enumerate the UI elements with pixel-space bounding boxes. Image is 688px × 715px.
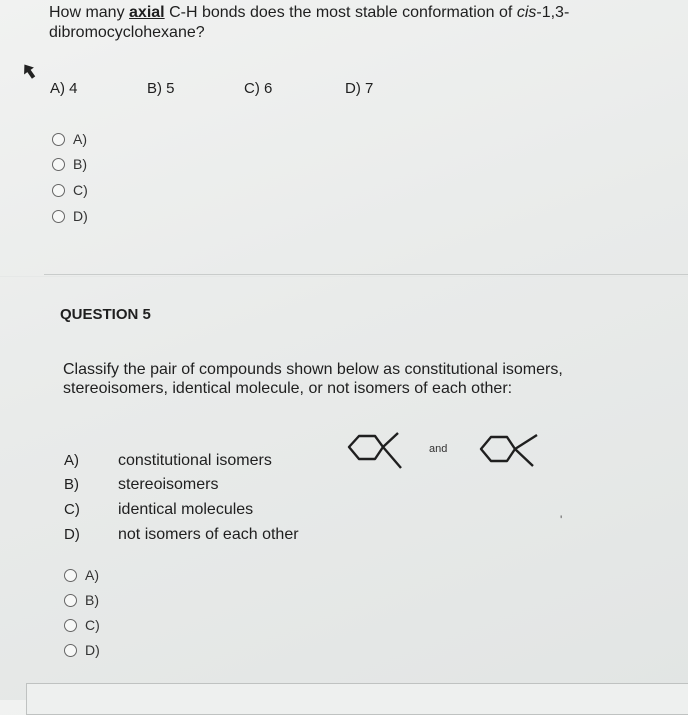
question-divider-shadow <box>0 276 688 277</box>
radio-circle[interactable] <box>52 133 65 146</box>
stray-mark: ' <box>560 513 563 527</box>
q5-option-a-text: constitutional isomers <box>118 452 272 469</box>
q5-option-d-text: not isomers of each other <box>118 526 299 543</box>
question-5-title: QUESTION 5 <box>60 306 151 323</box>
q4-choice-d: D) 7 <box>345 80 374 97</box>
radio-circle[interactable] <box>52 210 65 223</box>
q5-option-c-letter: C) <box>64 501 80 518</box>
q5-radio-d[interactable]: D) <box>64 642 100 658</box>
question-4-text: How many axial C-H bonds does the most stable conformation of cis-1,3-dibromocyclohexane? <box>49 4 570 41</box>
q4-radio-c[interactable]: C) <box>52 182 88 198</box>
q5-option-b-letter: B) <box>64 476 79 493</box>
radio-circle[interactable] <box>64 619 77 632</box>
question-divider <box>44 274 688 275</box>
q5-option-a-letter: A) <box>64 452 79 469</box>
q5-radio-c[interactable]: C) <box>64 617 100 633</box>
q4-radio-b[interactable]: B) <box>52 156 87 172</box>
mouse-cursor-icon <box>22 62 36 80</box>
radio-circle[interactable] <box>64 569 77 582</box>
next-question-container <box>26 683 688 715</box>
q4-radio-a[interactable]: A) <box>52 131 87 147</box>
molecule-1-drawing <box>343 424 411 474</box>
q5-option-b-text: stereoisomers <box>118 476 219 493</box>
radio-circle[interactable] <box>52 184 65 197</box>
molecule-2-drawing <box>475 424 545 474</box>
question-5-prompt: Classify the pair of compounds shown below as constitutional isomers, stereoisomers, identical molecule, or not isomers of each other: <box>63 361 563 397</box>
radio-circle[interactable] <box>64 594 77 607</box>
q5-radio-a[interactable]: A) <box>64 567 99 583</box>
q4-radio-d[interactable]: D) <box>52 208 88 224</box>
q4-choice-a: A) 4 <box>50 80 78 97</box>
q5-radio-b[interactable]: B) <box>64 592 99 608</box>
q5-option-d-letter: D) <box>64 526 80 543</box>
q4-choice-b: B) 5 <box>147 80 175 97</box>
q5-option-c-text: identical molecules <box>118 501 254 518</box>
q4-choice-c: C) 6 <box>244 80 273 97</box>
radio-circle[interactable] <box>64 644 77 657</box>
and-label: and <box>429 443 448 455</box>
radio-circle[interactable] <box>52 158 65 171</box>
